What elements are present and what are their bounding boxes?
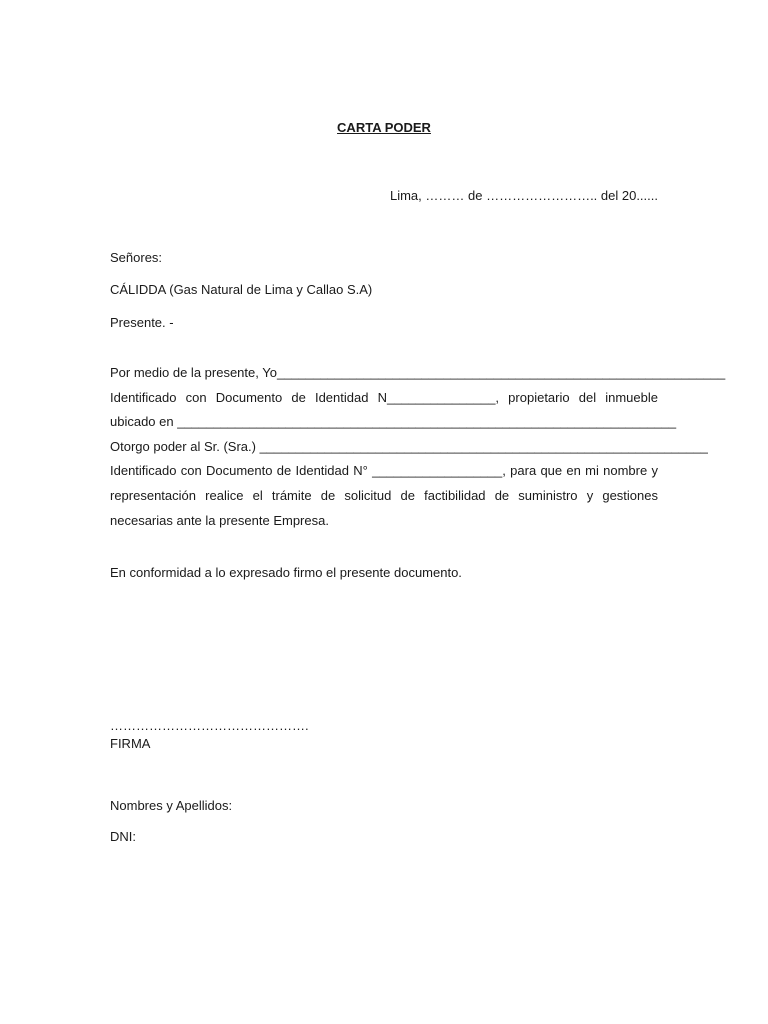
body-paragraph (110, 361, 726, 533)
body-line: Por medio de la presente, Yo______________________________________________________________ (110, 365, 726, 380)
names-label: Nombres y Apellidos: (110, 798, 233, 813)
signature-label: FIRMA (110, 736, 151, 751)
body-line: Identificado con Documento de Identidad N_______________, propietario del inmueble (110, 389, 658, 405)
body-line: ubicado en _____________________________________________________________________ (110, 414, 677, 430)
salutation: Señores: (110, 250, 163, 265)
body-line: Identificado con Documento de Identidad N° __________________, para que en mi nombre y (110, 463, 658, 479)
body-line: necesarias ante la presente Empresa. (110, 512, 329, 528)
date-line: Lima, ……… de …………………….. del 20...... (389, 188, 658, 203)
body-line: representación realice el trámite de solicitud de factibilidad de suministro y gestiones (110, 487, 658, 503)
document-title: CARTA PODER (337, 120, 431, 135)
addressee: CÁLIDDA (Gas Natural de Lima y Callao S.A) (110, 282, 373, 297)
conformity-statement: En conformidad a lo expresado firmo el presente documento. (110, 565, 462, 580)
present-line: Presente. - (110, 315, 174, 330)
body-line: Otorgo poder al Sr. (Sra.) ______________________________________________________________ (110, 438, 708, 454)
signature-line: ………………………………………. (110, 718, 309, 733)
dni-label: DNI: (110, 829, 136, 844)
